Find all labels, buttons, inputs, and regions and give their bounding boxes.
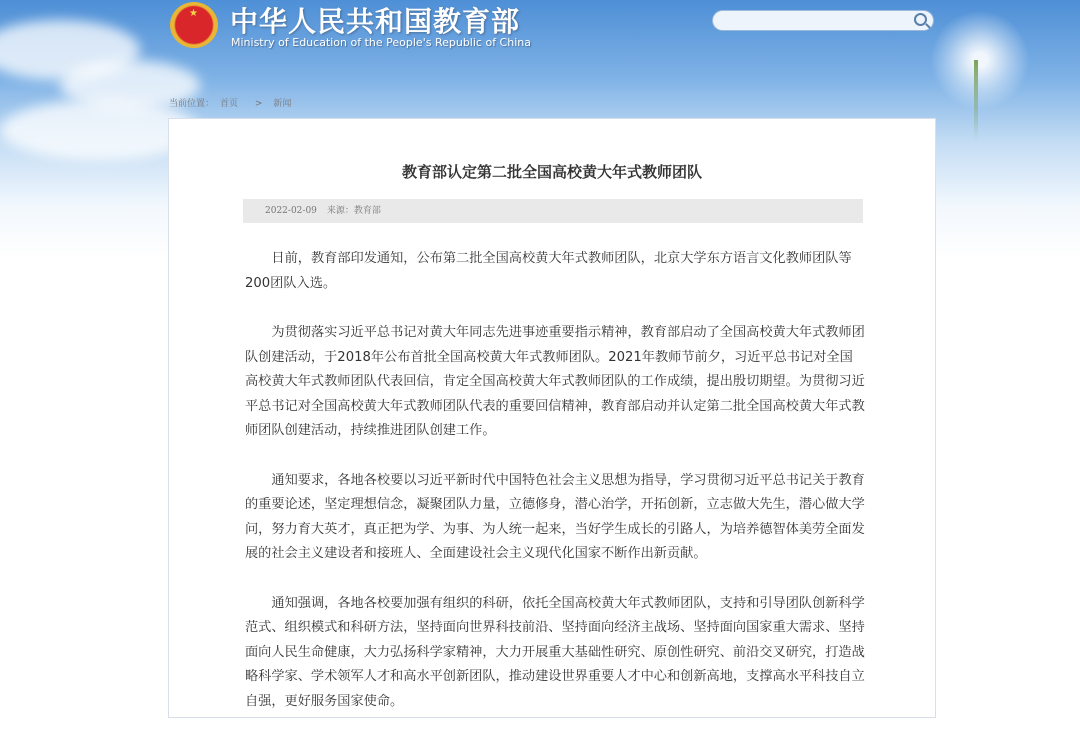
article-date: 2022-02-09 (265, 206, 317, 216)
breadcrumb-current[interactable]: 新闻 (273, 99, 292, 109)
dandelion-stem (974, 60, 978, 140)
article-source: 来源：教育部 (326, 206, 381, 216)
national-emblem-logo[interactable]: ★ (170, 2, 218, 48)
article-body (245, 247, 865, 739)
search-icon[interactable] (914, 13, 927, 26)
dandelion-decoration (930, 10, 1030, 110)
article-paragraph: 日前，教育部印发通知，公布第二批全国高校黄大年式教师团队，北京大学东方语言文化教师团队等200团队入选。 (245, 251, 852, 291)
breadcrumb-separator: > (254, 99, 263, 109)
article-container (168, 118, 936, 718)
breadcrumb-home[interactable]: 首页 (220, 99, 239, 109)
article-paragraph: 通知要求，各地各校要以习近平新时代中国特色社会主义思想为指导，学习贯彻习近平总书记关于教育的重要论述，坚定理想信念，凝聚团队力量，立德修身，潜心治学，开拓创新，立志做大先生，潜心做大学问，努力育大英才，真正把为学、为事、为人统一起来，当好学生成长的引路人，为培养德智体美劳全面发展的社会主义建设者和接班人、全面建设社会主义现代化国家不断作出新贡献。 (245, 472, 865, 561)
search-input[interactable] (712, 10, 934, 31)
article-meta (243, 199, 863, 223)
breadcrumb-label: 当前位置： (169, 99, 215, 109)
article-paragraph: 为贯彻落实习近平总书记对黄大年同志先进事迹重要指示精神，教育部启动了全国高校黄大年式教师团队创建活动，于2018年公布首批全国高校黄大年式教师团队。2021年教师节前夕，习近平总书记对全国高校黄大年式教师团队代表回信，肯定全国高校黄大年式教师团队的工作成绩，提出殷切期望。为贯彻习近平总书记对全国高校黄大年式教师团队代表的重要回信精神，教育部启动并认定第二批全国高校黄大年式教师团队创建活动，持续推进团队创建工作。 (245, 325, 865, 438)
site-subtitle: Ministry of Education of the People's Republic of China (231, 36, 531, 49)
article-paragraph: 通知强调，各地各校要加强有组织的科研，依托全国高校黄大年式教师团队，支持和引导团队创新科学范式、组织模式和科研方法，坚持面向世界科技前沿、坚持面向经济主战场、坚持面向国家重大需求、坚持面向人民生命健康，大力弘扬科学家精神，大力开展重大基础性研究、原创性研究、前沿交叉研究，打造战略科学家、学术领军人才和高水平创新团队，推动建设世界重要人才中心和创新高地，支撑高水平科技自立自强，更好服务国家使命。 (245, 595, 865, 709)
article-title: 教育部认定第二批全国高校黄大年式教师团队 (401, 163, 702, 181)
breadcrumb (169, 96, 297, 109)
site-title[interactable]: 中华人民共和国教育部 (230, 5, 521, 38)
